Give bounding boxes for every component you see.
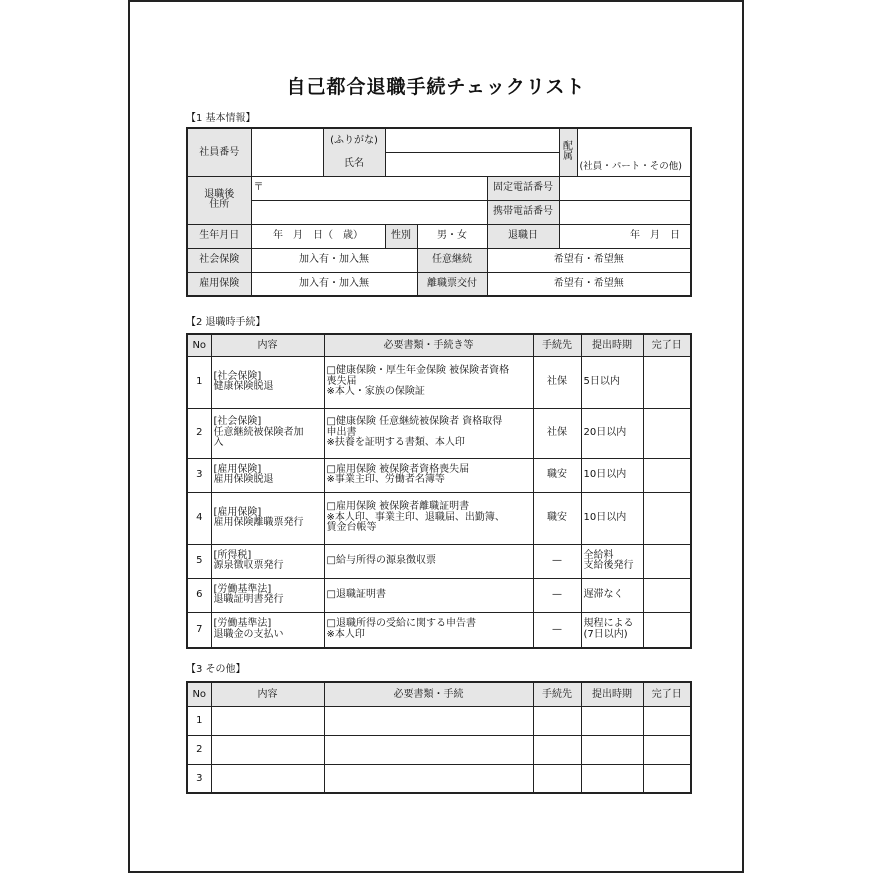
row-dest: — <box>533 612 581 648</box>
name-label: 氏名 <box>323 152 385 176</box>
retire-label: 退職日 <box>487 224 559 248</box>
row-timing: 10日以内 <box>581 458 643 492</box>
dept-label: 配 属 <box>559 128 577 176</box>
table-row <box>187 578 691 612</box>
row-dest: 職安 <box>533 492 581 544</box>
gender-label: 性別 <box>385 224 417 248</box>
employment-insurance-field[interactable]: 加入有・加入無 <box>251 272 417 296</box>
employee-no-label: 社員番号 <box>187 128 251 176</box>
row-no: 2 <box>187 735 211 764</box>
row-done-field[interactable] <box>643 544 691 578</box>
row-content: [労働基準法] 退職証明書発行 <box>211 578 324 612</box>
landline-label: 固定電話番号 <box>487 176 559 200</box>
checklist-page <box>128 0 744 873</box>
row-dest-field[interactable] <box>533 735 581 764</box>
row-docs-field[interactable] <box>324 735 533 764</box>
table-row <box>187 706 691 735</box>
row-docs: □雇用保険 被保険者資格喪失届 ※事業主印、労働者名簿等 <box>324 458 533 492</box>
other-header-timing: 提出時期 <box>581 682 643 706</box>
row-docs: □給与所得の源泉徴収票 <box>324 544 533 578</box>
table-row <box>187 356 691 408</box>
row-content: [労働基準法] 退職金の支払い <box>211 612 324 648</box>
row-done-field[interactable] <box>643 458 691 492</box>
row-no: 4 <box>187 492 211 544</box>
table-row <box>187 764 691 793</box>
landline-field[interactable] <box>559 176 691 200</box>
row-docs-field[interactable] <box>324 764 533 793</box>
employment-insurance-label: 雇用保険 <box>187 272 251 296</box>
page-title: 自己都合退職手続チェックリスト <box>286 76 586 98</box>
row-no: 3 <box>187 764 211 793</box>
proc-header-content: 内容 <box>211 334 324 356</box>
row-content: [社会保険] 任意継続被保険者加 入 <box>211 408 324 458</box>
row-timing: 5日以内 <box>581 356 643 408</box>
proc-header-no: No <box>187 334 211 356</box>
table-row <box>187 408 691 458</box>
proc-header-docs: 必要書類・手続き等 <box>324 334 533 356</box>
row-timing: 全給料 支給後発行 <box>581 544 643 578</box>
row-content: [所得税] 源泉徴収票発行 <box>211 544 324 578</box>
retire-field[interactable]: 年 月 日 <box>559 224 691 248</box>
row-timing: 20日以内 <box>581 408 643 458</box>
birth-label: 生年月日 <box>187 224 251 248</box>
row-no: 6 <box>187 578 211 612</box>
other-header-dest: 手続先 <box>533 682 581 706</box>
other-header-content: 内容 <box>211 682 324 706</box>
row-done-field[interactable] <box>643 612 691 648</box>
table-row <box>187 612 691 648</box>
other-header-docs: 必要書類・手続 <box>324 682 533 706</box>
procedures-table <box>186 333 692 649</box>
voluntary-label: 任意継続 <box>417 248 487 272</box>
voluntary-field[interactable]: 希望有・希望無 <box>487 248 691 272</box>
row-done-field[interactable] <box>643 492 691 544</box>
address-field-line2[interactable] <box>251 200 487 224</box>
row-docs: □健康保険・厚生年金保険 被保険者資格 喪失届 ※本人・家族の保険証 <box>324 356 533 408</box>
table-row <box>187 458 691 492</box>
row-done-field[interactable] <box>643 764 691 793</box>
furigana-field[interactable] <box>385 128 559 152</box>
mobile-label: 携帯電話番号 <box>487 200 559 224</box>
row-dest-field[interactable] <box>533 706 581 735</box>
address-label: 退職後 住所 <box>187 176 251 224</box>
row-done-field[interactable] <box>643 735 691 764</box>
row-docs: □退職所得の受給に関する申告書 ※本人印 <box>324 612 533 648</box>
row-no: 5 <box>187 544 211 578</box>
row-done-field[interactable] <box>643 706 691 735</box>
row-content: [雇用保険] 雇用保険脱退 <box>211 458 324 492</box>
other-table <box>186 681 692 794</box>
row-dest: — <box>533 544 581 578</box>
proc-header-done: 完了日 <box>643 334 691 356</box>
dept-field[interactable]: (社員・パート・その他) <box>577 128 691 176</box>
row-content-field[interactable] <box>211 735 324 764</box>
other-header-done: 完了日 <box>643 682 691 706</box>
row-timing-field[interactable] <box>581 764 643 793</box>
row-timing: 遅滞なく <box>581 578 643 612</box>
furigana-label: (ふりがな) <box>323 128 385 152</box>
social-insurance-field[interactable]: 加入有・加入無 <box>251 248 417 272</box>
row-content-field[interactable] <box>211 764 324 793</box>
proc-header-timing: 提出時期 <box>581 334 643 356</box>
row-done-field[interactable] <box>643 356 691 408</box>
row-no: 7 <box>187 612 211 648</box>
section-procedures-heading: 【2 退職時手続】 <box>186 317 266 328</box>
row-docs-field[interactable] <box>324 706 533 735</box>
basic-info-table <box>186 127 692 297</box>
row-timing: 規程による (7日以内) <box>581 612 643 648</box>
other-header-no: No <box>187 682 211 706</box>
row-dest: 社保 <box>533 356 581 408</box>
row-done-field[interactable] <box>643 578 691 612</box>
table-row <box>187 492 691 544</box>
row-docs: □健康保険 任意継続被保険者 資格取得 申出書 ※扶養を証明する書類、本人印 <box>324 408 533 458</box>
address-field[interactable]: 〒 <box>251 176 487 200</box>
row-timing-field[interactable] <box>581 706 643 735</box>
row-docs: □退職証明書 <box>324 578 533 612</box>
row-no: 3 <box>187 458 211 492</box>
gender-field[interactable]: 男・女 <box>417 224 487 248</box>
row-timing-field[interactable] <box>581 735 643 764</box>
table-row <box>187 735 691 764</box>
separation-label: 離職票交付 <box>417 272 487 296</box>
social-insurance-label: 社会保険 <box>187 248 251 272</box>
row-docs: □雇用保険 被保険者離職証明書 ※本人印、事業主印、退職届、出勤簿、 賃金台帳等 <box>324 492 533 544</box>
row-dest-field[interactable] <box>533 764 581 793</box>
row-dest: — <box>533 578 581 612</box>
row-done-field[interactable] <box>643 408 691 458</box>
mobile-field[interactable] <box>559 200 691 224</box>
row-no: 1 <box>187 356 211 408</box>
row-dest: 社保 <box>533 408 581 458</box>
row-content: [社会保険] 健康保険脱退 <box>211 356 324 408</box>
section-basic-heading: 【1 基本情報】 <box>186 113 256 124</box>
section-other-heading: 【3 その他】 <box>186 664 246 675</box>
row-no: 1 <box>187 706 211 735</box>
table-row <box>187 544 691 578</box>
row-dest: 職安 <box>533 458 581 492</box>
employee-no-field[interactable] <box>251 128 323 176</box>
row-content: [雇用保険] 雇用保険離職票発行 <box>211 492 324 544</box>
separation-field[interactable]: 希望有・希望無 <box>487 272 691 296</box>
proc-header-dest: 手続先 <box>533 334 581 356</box>
row-content-field[interactable] <box>211 706 324 735</box>
name-field[interactable] <box>385 152 559 176</box>
row-timing: 10日以内 <box>581 492 643 544</box>
row-no: 2 <box>187 408 211 458</box>
birth-field[interactable]: 年 月 日（ 歳） <box>251 224 385 248</box>
